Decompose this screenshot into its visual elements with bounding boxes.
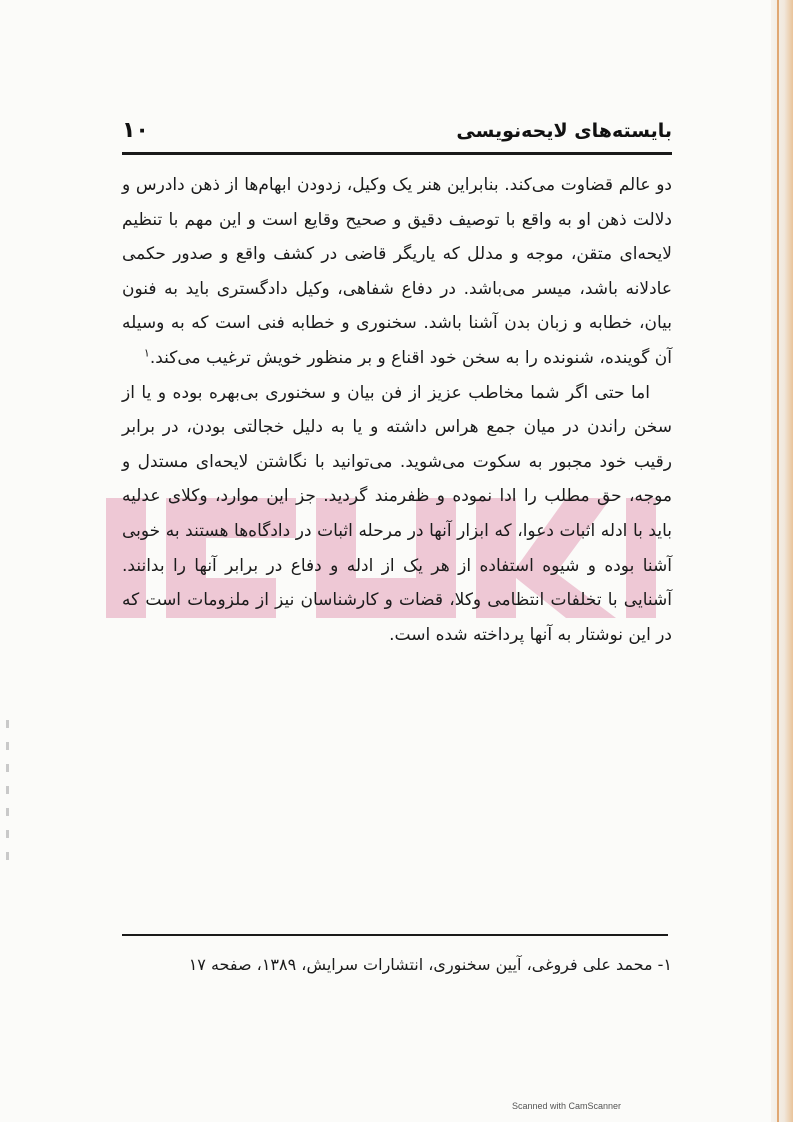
header-title: بایسته‌های لایحه‌نویسی: [456, 120, 672, 142]
paragraph-1-text: دو عالم قضاوت می‌کند. بنابراین هنر یک وکیل، زدودن ابهام‌ها از ذهن دادرس و دلالت ذهن او به واقع با توصیف دقیق و صحیح وقایع است و این مهم با تنظیم لایحه‌ای متقن، موجه و مدلل که یاریگر قاضی در کشف واقع و صدور حکمی عادلانه باشد، میسر می‌باشد. در دفاع شفاهی، وکیل دادگستری باید به فنون بیان، خطابه و زبان بدن آشنا باشد. سخنوری و خطابه فنی است که به وسیله آن گوینده، شنونده را به سخن خود اقناع و بر منظور خویش ترغیب می‌کند.: [122, 175, 672, 368]
paragraph: [122, 376, 672, 653]
page-edge-shadow: [771, 0, 793, 1122]
body-text: [122, 168, 672, 652]
scan-margin-marks: [6, 720, 9, 860]
paragraph-2-text: اما حتی اگر شما مخاطب عزیز از فن بیان و سخنوری بی‌بهره بوده و یا از سخن راندن در میان جمع هراس داشته و یا به دلیل خجالتی بودن، در برابر رقیب خود مجبور به سکوت می‌شوید. می‌توانید با نگاشتن لایحه‌ای مستدل و موجه، حق مطلب را ادا نموده و ظفرمند گردید. جز این موارد، وکلای عدلیه باید با ادله اثبات دعوا، که ابزار آنها در مرحله اثبات در دادگاه‌ها هستند به خوبی آشنا بوده و شیوه استفاده از هر یک از ادله و دفاع در برابر آنها را بدانند. آشنایی با تخلفات انتظامی وکلا، قضات و کارشناسان نیز از ملزومات است که در این نوشتار به آنها پرداخته شده است.: [122, 382, 672, 645]
page-edge-line: [777, 0, 779, 1122]
paragraph: [122, 168, 672, 376]
scanner-label: Scanned with CamScanner: [512, 1101, 622, 1111]
footnote-reference[interactable]: ۱: [143, 346, 150, 360]
page-number: ۱۰: [122, 118, 149, 143]
footnote-rule: [122, 934, 668, 936]
header-rule: [122, 152, 672, 155]
footnote: ۱- محمد علی فروغی، آیین سخنوری، انتشارات سرایش، ۱۳۸۹، صفحه ۱۷: [188, 955, 672, 974]
